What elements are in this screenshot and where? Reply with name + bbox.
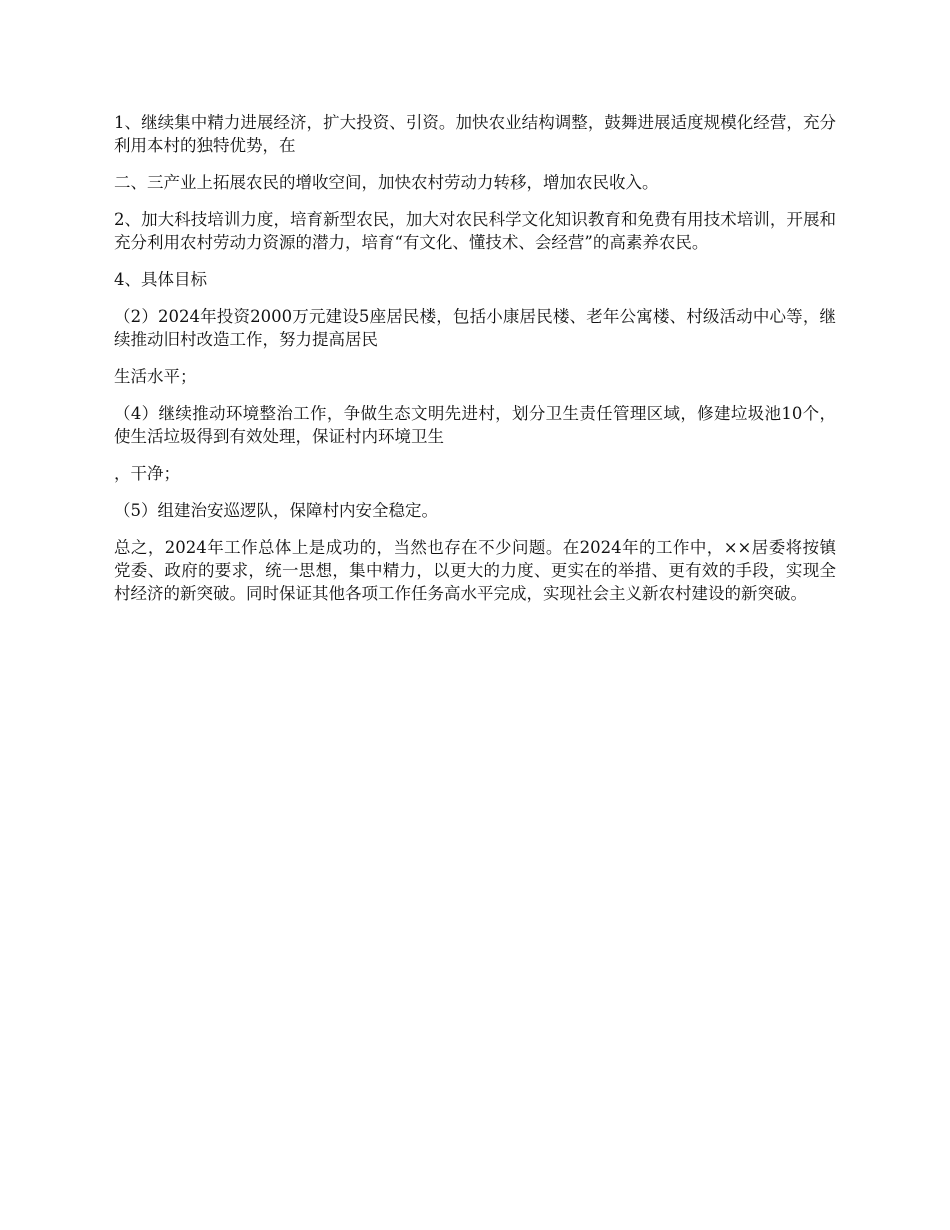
paragraph-income: 二、三产业上拓展农民的增收空间，加快农村劳动力转移，增加农民收入。 <box>114 173 659 192</box>
paragraph-summary: 总之，2024年工作总体上是成功的，当然也存在不少问题。在2024年的工作中，××居委将按镇党委、政府的要求，统一思想，集中精力，以更大的力度、更实在的举措、更有效的手段，实现全村经济的新突破。同时保证其他各项工作任务高水平完成，实现社会主义新农村建设的新突破。 <box>114 538 836 603</box>
paragraph-economy: 1、继续集中精力进展经济，扩大投资、引资。加快农业结构调整，鼓舞进展适度规模化经营，充分利用本村的独特优势，在 <box>114 113 836 155</box>
paragraph-environment: （4）继续推动环境整治工作，争做生态文明先进村，划分卫生责任管理区域，修建垃圾池10个，使生活垃圾得到有效处理，保证村内环境卫生 <box>114 404 836 446</box>
document-body <box>114 111 836 619</box>
paragraph-investment: （2）2024年投资2000万元建设5座居民楼，包括小康居民楼、老年公寓楼、村级活动中心等，继续推动旧村改造工作，努力提高居民 <box>114 307 836 349</box>
paragraph-clean: ，干净； <box>114 464 180 483</box>
paragraph-training: 2、加大科技培训力度，培育新型农民，加大对农民科学文化知识教育和免费有用技术培训，开展和充分利用农村劳动力资源的潜力，培育“有文化、懂技术、会经营”的高素养农民。 <box>114 210 836 252</box>
paragraph-living-standard: 生活水平； <box>114 367 197 386</box>
paragraph-security: （5）组建治安巡逻队，保障村内安全稳定。 <box>114 501 438 520</box>
paragraph-goals-heading: 4、具体目标 <box>114 270 207 289</box>
